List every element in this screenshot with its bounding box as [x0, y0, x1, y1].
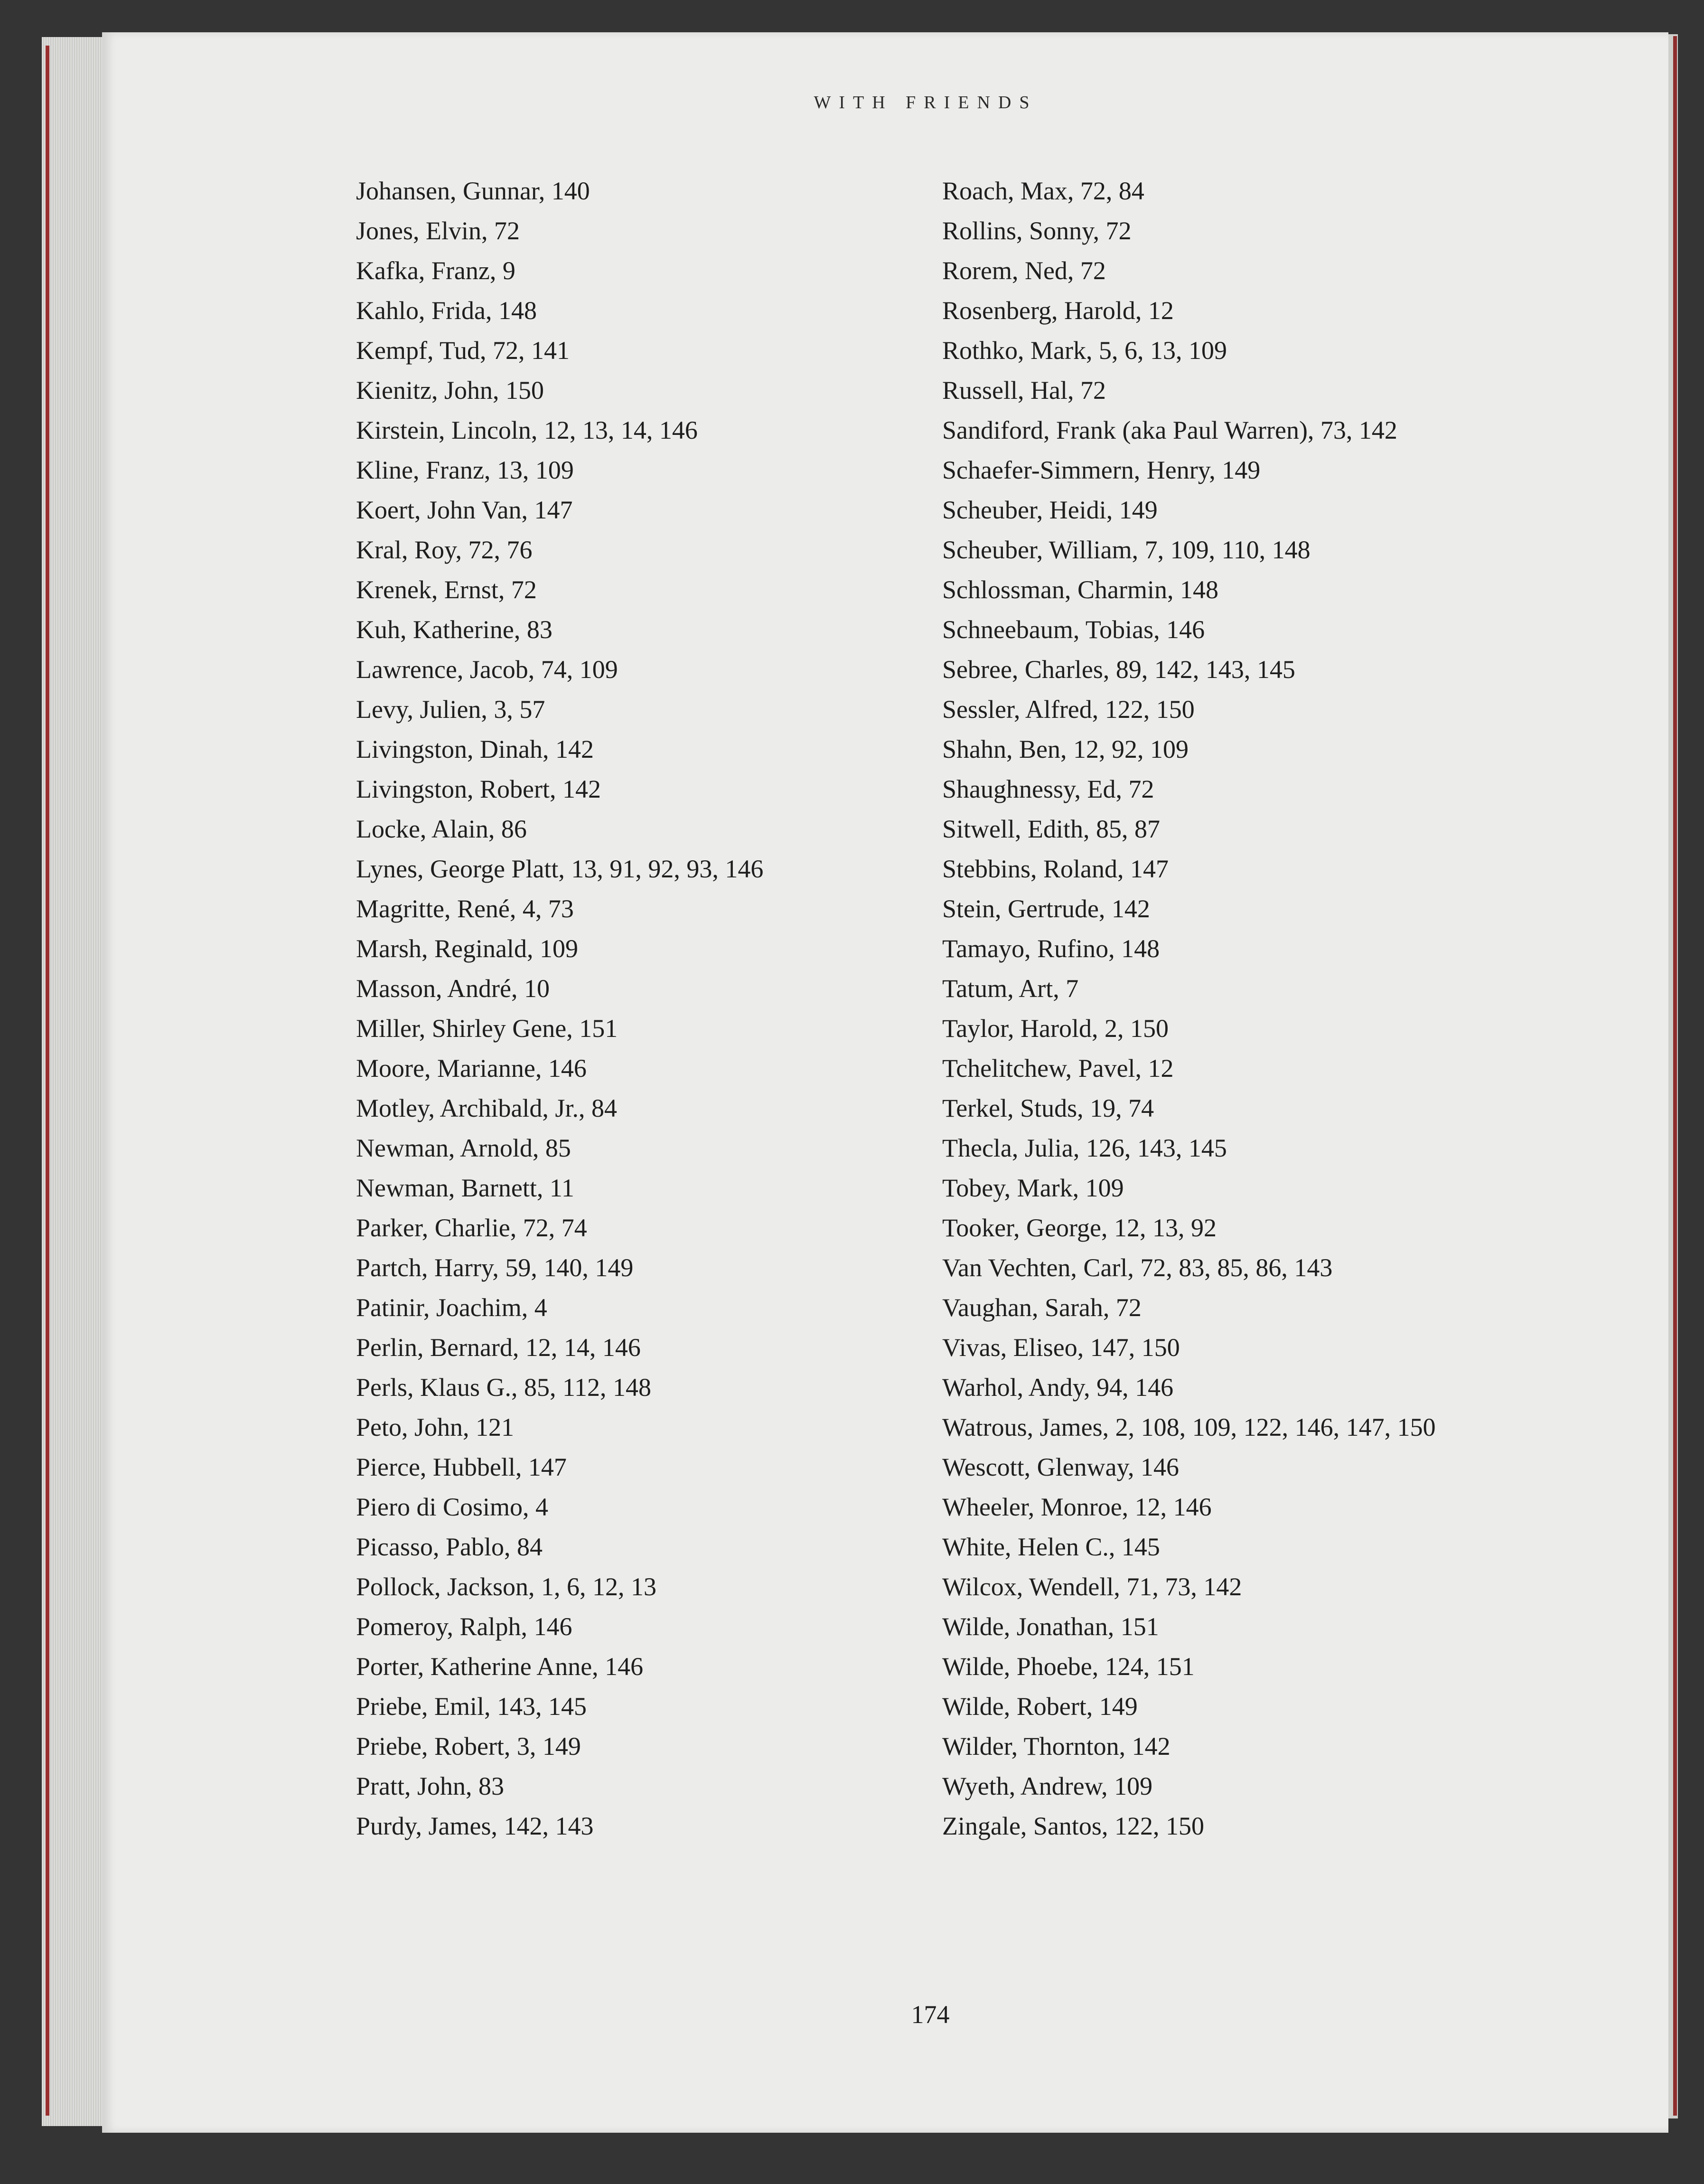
index-entry: Kempf, Tud, 72, 141: [356, 336, 570, 365]
index-entry: Wheeler, Monroe, 12, 146: [942, 1493, 1212, 1521]
index-column-right: [942, 171, 1436, 1846]
index-entry: Perls, Klaus G., 85, 112, 148: [356, 1373, 651, 1402]
index-entry: Scheuber, Heidi, 149: [942, 496, 1158, 524]
index-entry: Picasso, Pablo, 84: [356, 1533, 543, 1561]
index-entry: Pomeroy, Ralph, 146: [356, 1612, 572, 1641]
index-entry: Vivas, Eliseo, 147, 150: [942, 1333, 1180, 1362]
index-entry: Sandiford, Frank (aka Paul Warren), 73, 142: [942, 416, 1397, 444]
index-entry: Pratt, John, 83: [356, 1772, 505, 1800]
index-entry: Kirstein, Lincoln, 12, 13, 14, 146: [356, 416, 698, 444]
index-entry: Shaughnessy, Ed, 72: [942, 775, 1154, 803]
index-entry: Tooker, George, 12, 13, 92: [942, 1214, 1217, 1242]
index-entry: Kline, Franz, 13, 109: [356, 456, 574, 484]
index-entry: Wyeth, Andrew, 109: [942, 1772, 1153, 1800]
index-entry: Livingston, Dinah, 142: [356, 735, 594, 763]
index-entry: Johansen, Gunnar, 140: [356, 177, 590, 205]
index-entry: Kienitz, John, 150: [356, 376, 544, 405]
index-entry: Porter, Katherine Anne, 146: [356, 1652, 644, 1681]
index-entry: Taylor, Harold, 2, 150: [942, 1014, 1169, 1043]
index-entry: Tchelitchew, Pavel, 12: [942, 1054, 1174, 1083]
index-entry: Perlin, Bernard, 12, 14, 146: [356, 1333, 641, 1362]
index-entry: Rorem, Ned, 72: [942, 256, 1106, 285]
index-entry: Koert, John Van, 147: [356, 496, 573, 524]
index-entry: Rothko, Mark, 5, 6, 13, 109: [942, 336, 1227, 365]
index-entry: Levy, Julien, 3, 57: [356, 695, 545, 724]
index-entry: Parker, Charlie, 72, 74: [356, 1214, 587, 1242]
index-entry: Newman, Arnold, 85: [356, 1134, 571, 1162]
index-entry: Wilde, Robert, 149: [942, 1692, 1138, 1721]
index-entry: Sebree, Charles, 89, 142, 143, 145: [942, 655, 1295, 684]
index-entry: Schneebaum, Tobias, 146: [942, 615, 1205, 644]
index-entry: Patinir, Joachim, 4: [356, 1293, 547, 1322]
index-entry: Partch, Harry, 59, 140, 149: [356, 1253, 634, 1282]
index-entry: Thecla, Julia, 126, 143, 145: [942, 1134, 1227, 1162]
index-entry: Krenek, Ernst, 72: [356, 575, 537, 604]
index-entry: Shahn, Ben, 12, 92, 109: [942, 735, 1189, 763]
index-entry: Pollock, Jackson, 1, 6, 12, 13: [356, 1572, 656, 1601]
index-entry: Peto, John, 121: [356, 1413, 515, 1441]
index-entry: Moore, Marianne, 146: [356, 1054, 587, 1083]
index-entry: Priebe, Emil, 143, 145: [356, 1692, 587, 1721]
page-edge-red-stripe: [46, 46, 49, 2116]
index-entry: Marsh, Reginald, 109: [356, 934, 578, 963]
index-entry: Miller, Shirley Gene, 151: [356, 1014, 618, 1043]
index-entry: White, Helen C., 145: [942, 1533, 1160, 1561]
index-entry: Masson, André, 10: [356, 974, 550, 1003]
running-head: WITH FRIENDS: [814, 93, 1038, 113]
index-entry: Roach, Max, 72, 84: [942, 177, 1144, 205]
index-entry: Schaefer-Simmern, Henry, 149: [942, 456, 1261, 484]
index-entry: Wescott, Glenway, 146: [942, 1453, 1180, 1481]
index-entry: Priebe, Robert, 3, 149: [356, 1732, 581, 1760]
index-entry: Livingston, Robert, 142: [356, 775, 601, 803]
index-column-left: [356, 171, 763, 1846]
index-entry: Kahlo, Frida, 148: [356, 296, 537, 325]
index-entry: Wilcox, Wendell, 71, 73, 142: [942, 1572, 1242, 1601]
index-entry: Watrous, James, 2, 108, 109, 122, 146, 147, 150: [942, 1413, 1436, 1441]
index-entry: Wilde, Phoebe, 124, 151: [942, 1652, 1195, 1681]
index-entry: Tamayo, Rufino, 148: [942, 934, 1160, 963]
index-entry: Piero di Cosimo, 4: [356, 1493, 549, 1521]
index-entry: Jones, Elvin, 72: [356, 217, 520, 245]
index-entry: Newman, Barnett, 11: [356, 1174, 574, 1202]
index-entry: Stein, Gertrude, 142: [942, 894, 1150, 923]
index-entry: Terkel, Studs, 19, 74: [942, 1094, 1154, 1122]
index-entry: Russell, Hal, 72: [942, 376, 1106, 405]
index-entry: Sessler, Alfred, 122, 150: [942, 695, 1195, 724]
page-number: 174: [911, 2000, 950, 2029]
index-entry: Lawrence, Jacob, 74, 109: [356, 655, 618, 684]
index-entry: Van Vechten, Carl, 72, 83, 85, 86, 143: [942, 1253, 1333, 1282]
index-entry: Stebbins, Roland, 147: [942, 855, 1169, 883]
index-entry: Wilder, Thornton, 142: [942, 1732, 1170, 1760]
index-entry: Tobey, Mark, 109: [942, 1174, 1124, 1202]
index-entry: Rollins, Sonny, 72: [942, 217, 1132, 245]
index-entry: Kral, Roy, 72, 76: [356, 536, 533, 564]
index-entry: Warhol, Andy, 94, 146: [942, 1373, 1174, 1402]
index-entry: Locke, Alain, 86: [356, 815, 527, 843]
index-entry: Magritte, René, 4, 73: [356, 894, 574, 923]
index-entry: Kuh, Katherine, 83: [356, 615, 552, 644]
right-page-edge-red-stripe: [1673, 36, 1677, 2116]
index-entry: Kafka, Franz, 9: [356, 256, 515, 285]
index-entry: Motley, Archibald, Jr., 84: [356, 1094, 617, 1122]
index-entry: Schlossman, Charmin, 148: [942, 575, 1218, 604]
index-entry: Zingale, Santos, 122, 150: [942, 1812, 1204, 1840]
index-entry: Lynes, George Platt, 13, 91, 92, 93, 146: [356, 855, 764, 883]
index-entry: Wilde, Jonathan, 151: [942, 1612, 1159, 1641]
index-entry: Scheuber, William, 7, 109, 110, 148: [942, 536, 1311, 564]
index-entry: Rosenberg, Harold, 12: [942, 296, 1174, 325]
index-entry: Tatum, Art, 7: [942, 974, 1079, 1003]
index-entry: Sitwell, Edith, 85, 87: [942, 815, 1160, 843]
index-entry: Purdy, James, 142, 143: [356, 1812, 594, 1840]
index-entry: Vaughan, Sarah, 72: [942, 1293, 1142, 1322]
index-entry: Pierce, Hubbell, 147: [356, 1453, 567, 1481]
